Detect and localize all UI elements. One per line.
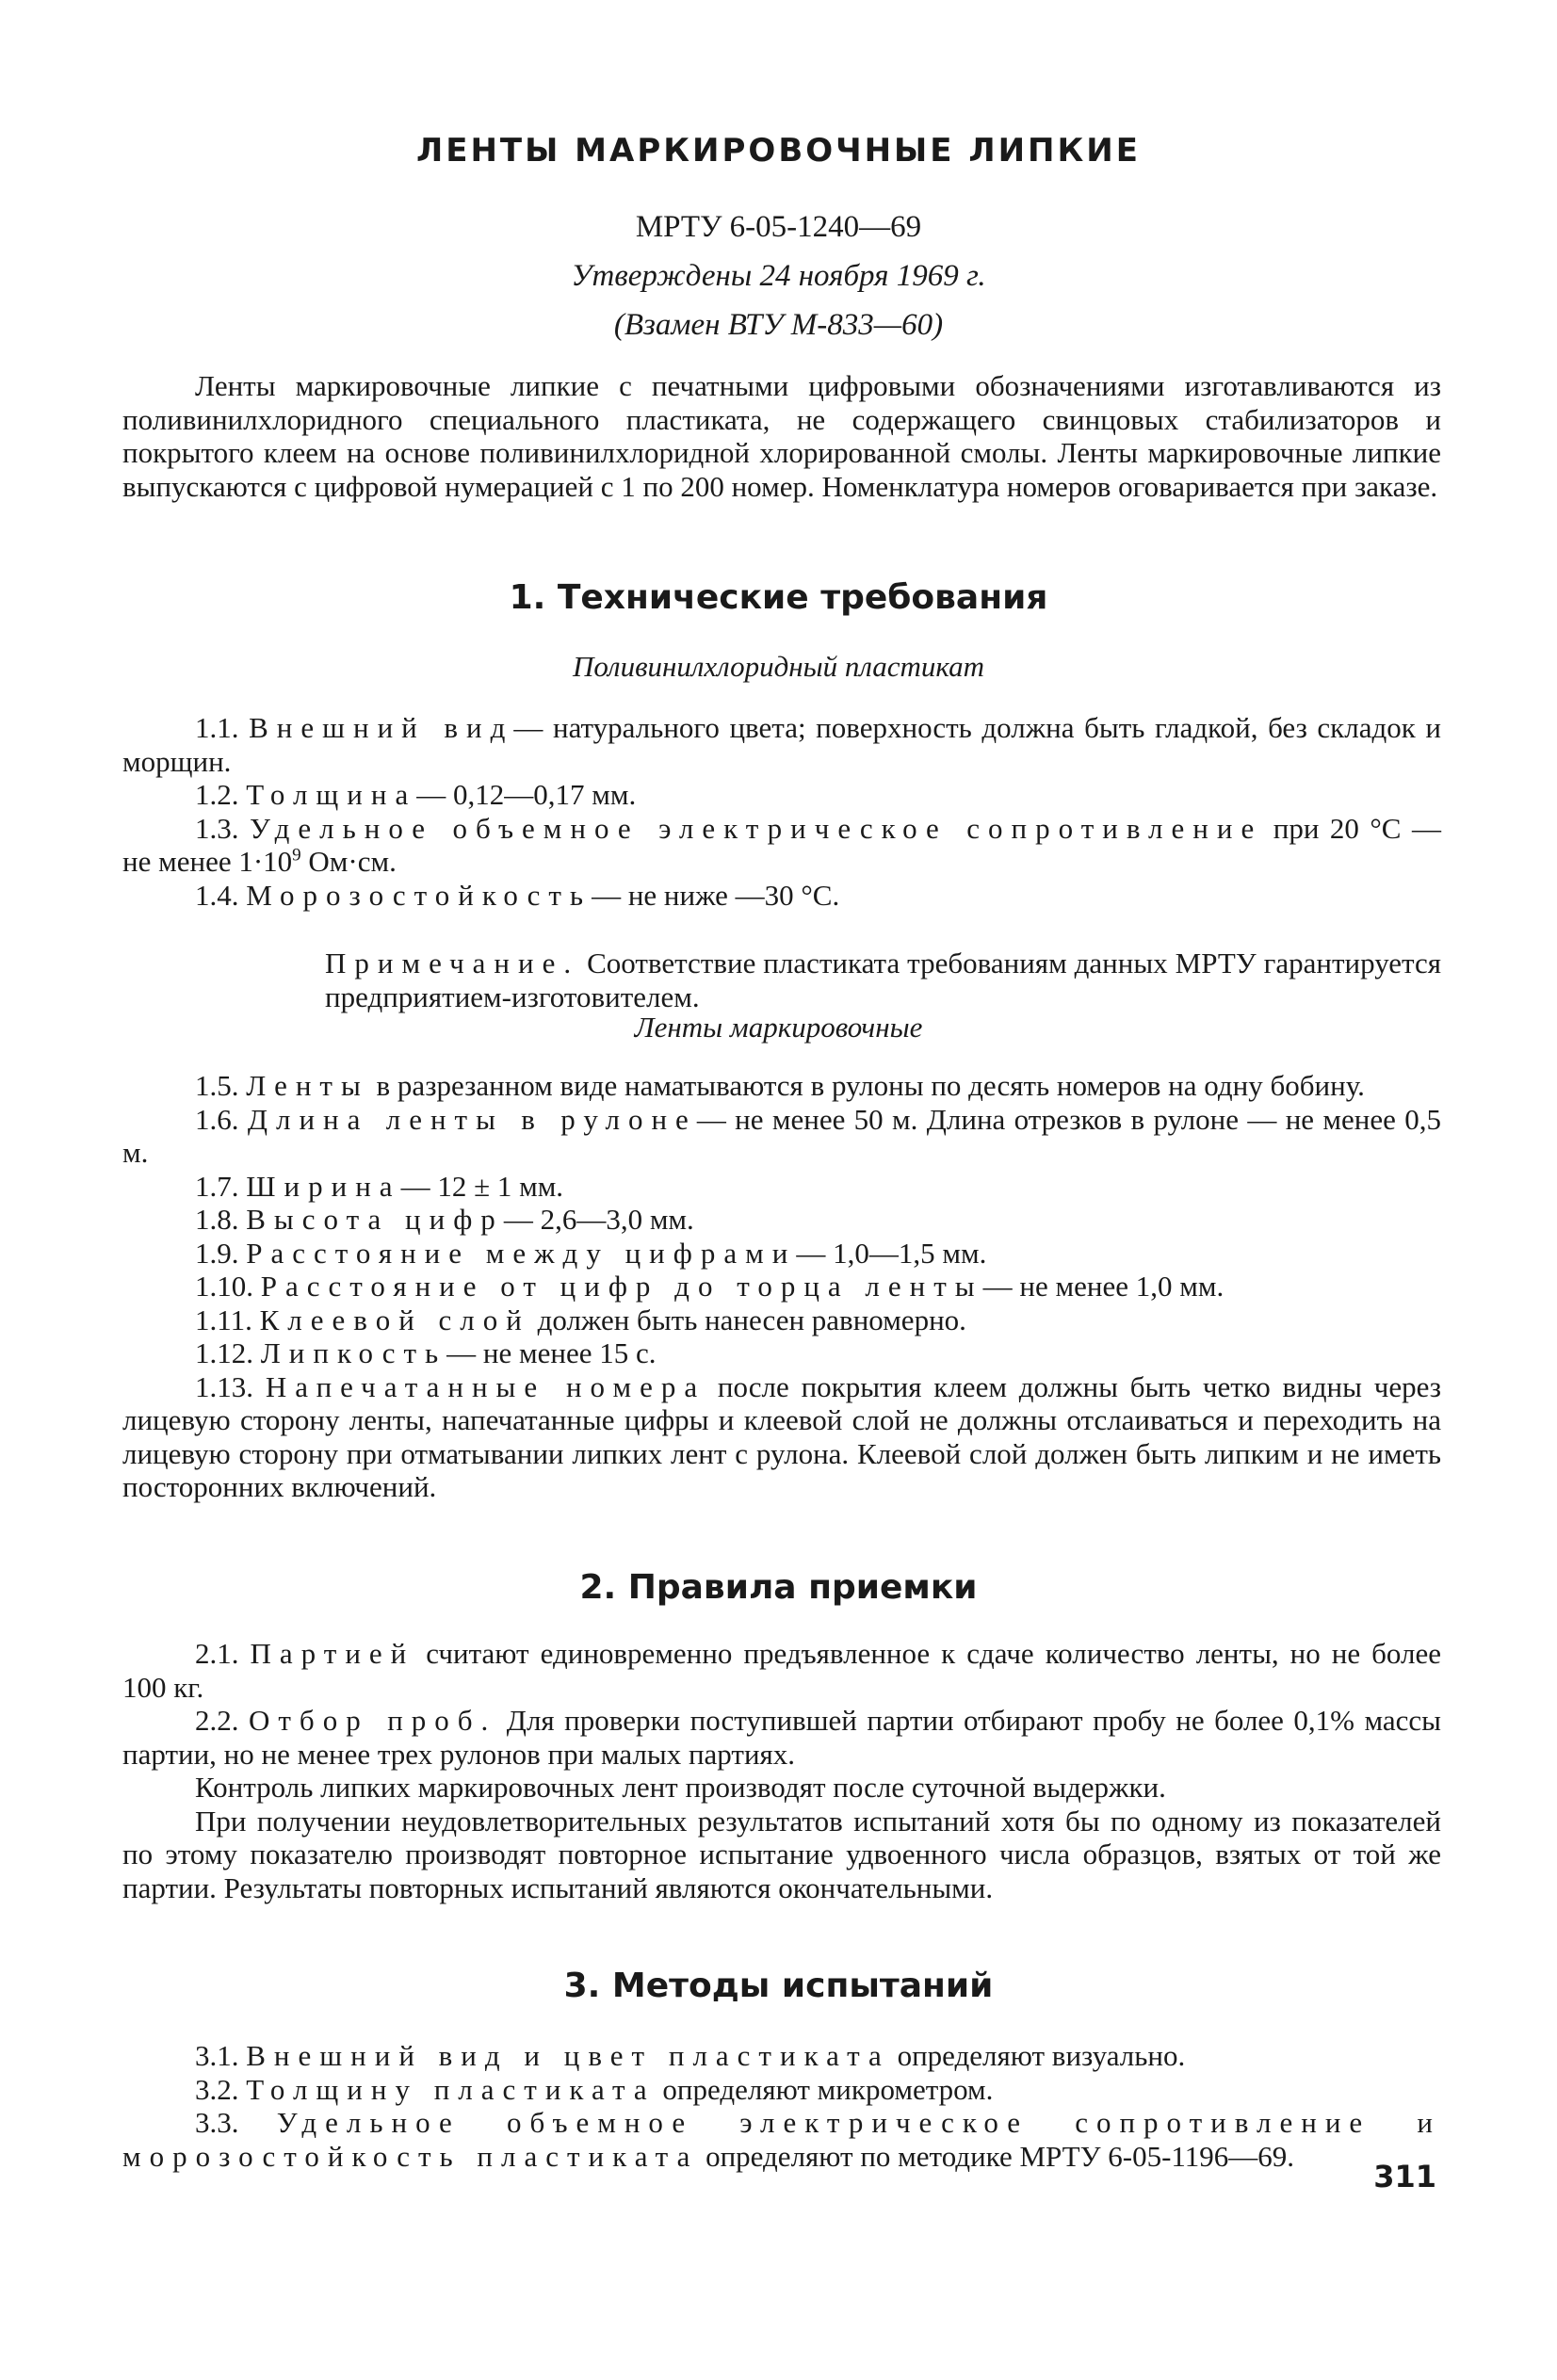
list-item: 1.1. Внешний вид— натурального цвета; поверхность должна быть гладкой, без складок и морщин. (122, 711, 1441, 778)
list-item: 1.11. Клеевой слой должен быть нанесен равномерно. (195, 1303, 966, 1336)
list-item: 1.4. Морозостойкость— не ниже —30 °С. (195, 878, 840, 912)
list-item: 3.3. Удельное объемное электрическое сопротивление и морозостойкость пластиката определяют по методике МРТУ 6-05-1196—69. (122, 2106, 1441, 2173)
list-item: 3.2. Толщину пластиката определяют микрометром. (195, 2072, 994, 2106)
page-number: 311 (1373, 2159, 1436, 2194)
approval-date: Утверждены 24 ноября 1969 г. (571, 259, 986, 293)
list-item: 1.10. Расстояние от цифр до торца ленты— не менее 1,0 мм. (195, 1270, 1225, 1303)
list-item: 1.13. Напечатанные номера после покрытия клеем должны быть четко видны через лицевую сторону ленты, напечатанные цифры и клеевой слой не должны отслаиваться и переходить на лицевую сторону при отматывании липких лент с рулона. Клеевой слой должен быть липким и не иметь посторонних включений. (122, 1369, 1442, 1503)
list-item: 2.1. Партией считают единовременно предъявленное к сдаче количество ленты, но не более 100 кг. (122, 1637, 1442, 1704)
list-item: 1.12. Липкость— не менее 15 с. (195, 1336, 657, 1369)
list-item: 1.7. Ширина— 12 ± 1 мм. (195, 1169, 564, 1203)
replaces-note: (Взамен ВТУ М-833—60) (613, 308, 944, 342)
note-paragraph: Примечание. Соответствие пластиката требованиям данных МРТУ гарантируется предприятием-изготовителем. (325, 947, 1441, 1013)
paragraph: Контроль липких маркировочных лент производят после суточной выдержки. (195, 1771, 1166, 1804)
document-title: ЛЕНТЫ МАРКИРОВОЧНЫЕ ЛИПКИЕ (416, 132, 1141, 170)
list-item: 3.1. Внешний вид и цвет пластиката определяют визуально. (195, 2039, 1186, 2072)
section-1-heading: 1. Технические требования (509, 578, 1048, 617)
intro-text: Ленты маркировочные липкие с печатными цифровыми обозначениями изготавливаются из поливинилхлоридного специального пластиката, не содержащего свинцовых стабилизаторов и покрытого клеем на основе поливинилхлоридной хлорированной смолы. Ленты маркировочные липкие выпускаются с цифровой нумерацией с 1 по 200 номер. Номенклатура номеров оговаривается при заказе. (122, 369, 1441, 503)
list-item: 1.2. Толщина— 0,12—0,17 мм. (195, 778, 637, 811)
list-item: 2.2. Отбор проб. Для проверки поступившей партии отбирают пробу не более 0,1% массы партии, но не менее трех рулонов при малых партиях. (122, 1704, 1442, 1771)
list-item: 1.9. Расстояние между цифрами— 1,0—1,5 мм. (195, 1236, 987, 1270)
section-1-plastic-items (122, 711, 1441, 912)
list-item: 1.5. Ленты в разрезанном виде наматываются в рулоны по десять номеров на одну бобину. (195, 1069, 1365, 1102)
section-2-items (122, 1637, 1441, 1904)
intro-paragraph (122, 369, 1441, 503)
section-1-tape-items (122, 1069, 1441, 1504)
document-code: МРТУ 6-05-1240—69 (635, 210, 922, 244)
section-2-heading: 2. Правила приемки (579, 1568, 978, 1607)
section-3-items (122, 2039, 1441, 2173)
section-3-heading: 3. Методы испытаний (563, 1967, 994, 2005)
list-item: 1.8. Высота цифр— 2,6—3,0 мм. (195, 1203, 694, 1236)
list-item: 1.6. Длина ленты в рулоне— не менее 50 м. Длина отрезков в рулоне — не менее 0,5 м. (122, 1102, 1441, 1169)
list-item: 1.3. Удельное объемное электрическое сопротивление при 20 °С — не менее $1\cdot 10^9$ Ом·см. (122, 811, 1441, 878)
subsection-tapes-heading: Ленты маркировочные (634, 1011, 923, 1044)
subsection-plastic-heading: Поливинилхлоридный пластикат (572, 650, 985, 683)
paragraph: При получении неудовлетворительных результатов испытаний хотя бы по одному из показателей по этому показателю производят повторное испытание удвоенного числа образцов, взятых от той же партии. Результаты повторных испытаний являются окончательными. (122, 1804, 1441, 1904)
